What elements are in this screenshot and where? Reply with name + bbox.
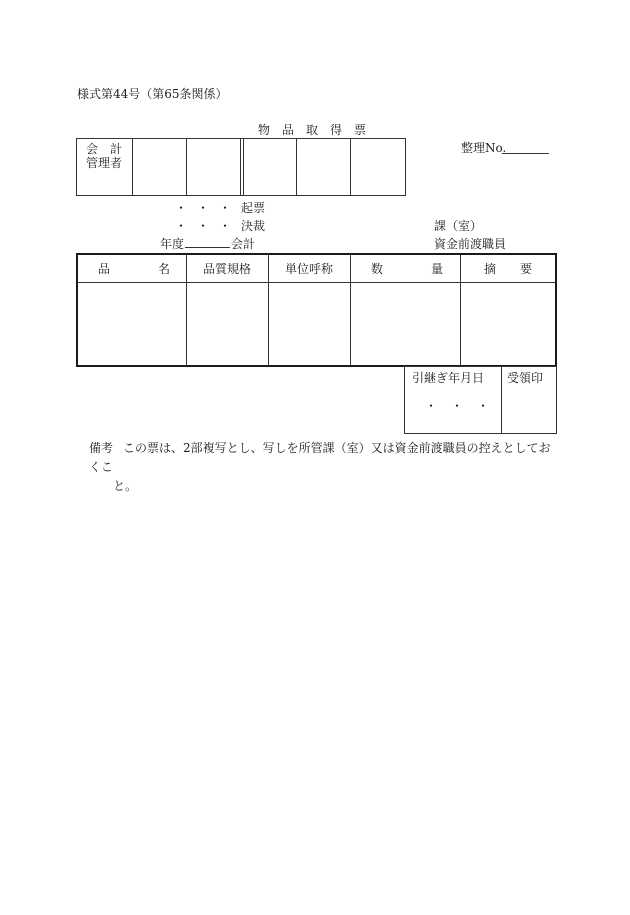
stamp-box[interactable] (296, 139, 297, 195)
hikitsugi-box (404, 366, 557, 434)
column-divider (268, 255, 269, 365)
kihyo-date (175, 202, 265, 214)
header-tekiyo: 摘 要 (484, 262, 533, 276)
stamp-box-divider (243, 139, 244, 195)
column-divider (350, 255, 351, 365)
remarks-line1: この票は、2部複写とし、写しを所管課（室）又は資金前渡職員の控えとしておくこ (89, 441, 551, 474)
nendo-prefix: 年度 (160, 237, 185, 251)
ka-label: 課（室） (434, 219, 483, 233)
remarks-heading: 備考 (89, 441, 114, 455)
table-header-divider (78, 282, 555, 283)
kaikei-label-line2: 管理者 (86, 156, 123, 170)
stamp-box[interactable] (240, 139, 241, 195)
kessai-label: 決裁 (241, 219, 266, 233)
item-table (76, 253, 557, 367)
hikitsugi-date-label: 引継ぎ年月日 (412, 371, 485, 385)
shikin-label: 資金前渡職員 (434, 237, 507, 251)
remarks (89, 439, 559, 496)
kessai-date (175, 220, 265, 232)
receipt-stamp-label: 受領印 (507, 371, 544, 385)
approval-stamp-boxes (76, 138, 406, 196)
kaikei-suffix: 会計 (231, 237, 256, 251)
seiri-number-label: 整理No. (461, 141, 507, 155)
nendo-field[interactable] (185, 247, 230, 248)
hikitsugi-date-dots: ・・・ (425, 399, 504, 413)
kaikei-kanrisha-label (86, 142, 122, 170)
stamp-box[interactable] (186, 139, 187, 195)
kihyo-label: 起票 (241, 201, 266, 215)
date-dots: ・・・ (175, 219, 242, 233)
column-divider (460, 255, 461, 365)
header-hinmei: 品 名 (98, 262, 171, 276)
header-hinshitsu-kikaku: 品質規格 (203, 262, 252, 276)
date-dots: ・・・ (175, 201, 242, 215)
stamp-box[interactable] (350, 139, 351, 195)
form-number: 様式第44号（第65条関係） (77, 87, 228, 101)
header-suryo: 数 量 (371, 262, 444, 276)
seiri-number-field[interactable] (502, 153, 549, 154)
column-divider (186, 255, 187, 365)
header-tani-kosho: 単位呼称 (285, 262, 334, 276)
remarks-line2: と。 (113, 479, 138, 493)
kaikei-label-line1: 会 計 (86, 142, 123, 156)
stamp-box[interactable] (132, 139, 133, 195)
page-title: 物品取得票 (258, 123, 379, 137)
